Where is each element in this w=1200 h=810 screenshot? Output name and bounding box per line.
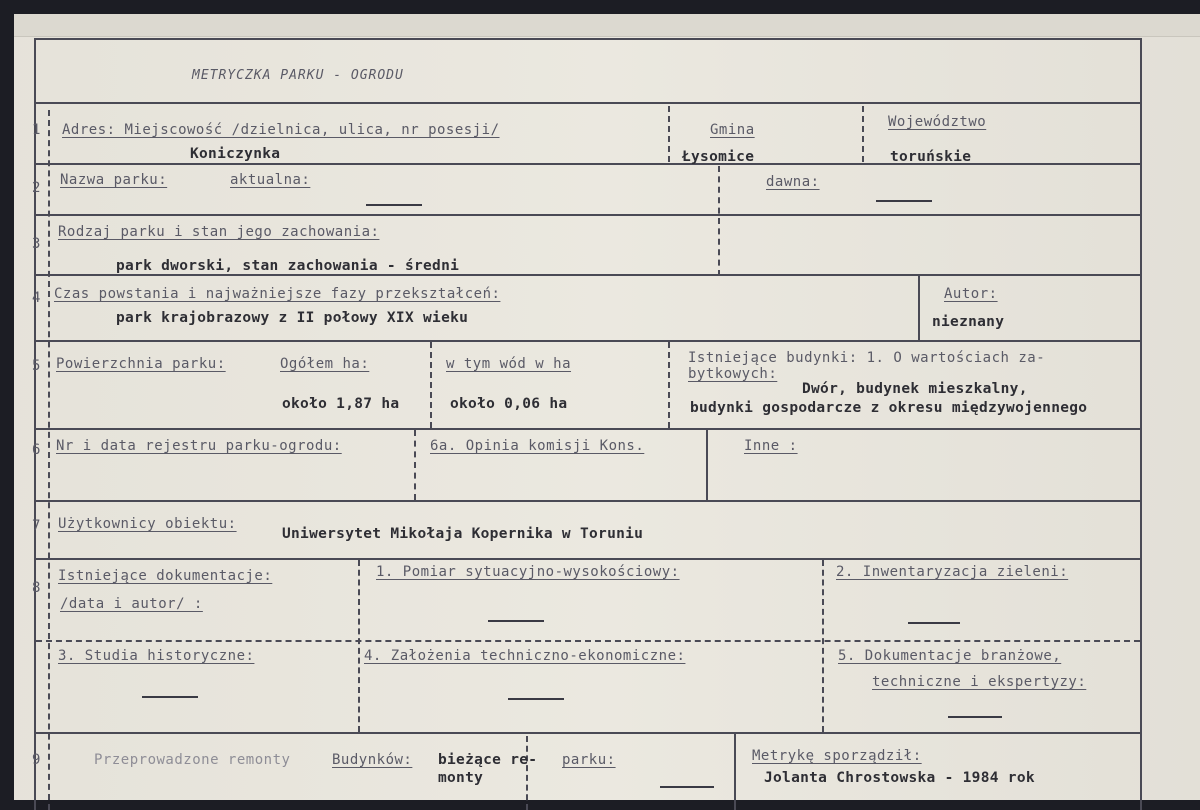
users-label: Użytkownicy obiektu: — [58, 516, 237, 532]
doc-item-greenery: 2. Inwentaryzacja zieleni: — [836, 564, 1069, 580]
sep-opinion-other — [706, 430, 708, 500]
park-type-label: Rodzaj parku i stan jego zachowania: — [58, 224, 380, 240]
repairs-buildings-value-1: bieżące re- — [438, 752, 538, 768]
doc-item-industry-2: techniczne i ekspertyzy: — [872, 674, 1087, 690]
address-label: Adres: Miejscowość /dzielnica, ulica, nr posesji/ — [62, 122, 500, 138]
address-value: Koniczynka — [190, 146, 281, 162]
buildings-value-line1: Dwór, budynek mieszkalny, — [802, 381, 1028, 397]
author-label: Autor: — [944, 286, 998, 302]
gmina-label: Gmina — [710, 122, 755, 138]
divider-row3-top — [36, 214, 1140, 216]
sep-registry-opinion — [414, 430, 416, 500]
row-number-7: 7 — [32, 518, 41, 534]
repairs-park-label: parku: — [562, 752, 616, 768]
sheet-top-edge — [14, 14, 1200, 37]
row-number-8: 8 — [32, 580, 41, 596]
sep-repairs-prepared — [734, 732, 736, 810]
history-value: park krajobrazowy z II połowy XIX wieku — [116, 310, 469, 326]
doc-item-survey: 1. Pomiar sytuacyjno-wysokościowy: — [376, 564, 680, 580]
prepared-by-label: Metrykę sporządził: — [752, 748, 922, 764]
park-name-current-empty — [366, 204, 422, 206]
area-total-label: Ogółem ha: — [280, 356, 370, 372]
park-type-value: park dworski, stan zachowania - średni — [116, 258, 460, 274]
documentation-label-date: /data i autor/ : — [60, 596, 203, 612]
park-name-former-label: dawna: — [766, 174, 820, 190]
sep-water-buildings — [668, 342, 670, 428]
doc-item-history: 3. Studia historyczne: — [58, 648, 255, 664]
area-water-label: w tym wód w ha — [446, 356, 572, 372]
doc-item-survey-empty — [488, 620, 544, 622]
doc-item-industry-empty — [948, 716, 1002, 718]
sep-name-former — [718, 166, 720, 276]
repairs-label: Przeprowadzone remonty — [94, 752, 291, 768]
row-number-6: 6 — [32, 442, 41, 458]
doc-item-technical-empty — [508, 698, 564, 700]
wojewodztwo-value: toruńskie — [890, 149, 972, 165]
documentation-label: Istniejące dokumentacje: — [58, 568, 273, 584]
form-sheet — [14, 14, 1200, 800]
buildings-label-line2: bytkowych: — [688, 366, 778, 382]
sep-author — [918, 274, 920, 340]
doc-item-greenery-empty — [908, 622, 960, 624]
row-number-9: 9 — [32, 752, 41, 768]
sep-doc-col2 — [822, 560, 824, 732]
doc-item-technical: 4. Założenia techniczno-ekonomiczne: — [364, 648, 686, 664]
park-name-label: Nazwa parku: — [60, 172, 168, 188]
sep-address-gmina — [668, 106, 670, 162]
divider-row2-top — [36, 163, 1140, 165]
park-record-form — [34, 38, 1142, 810]
divider-row5-top — [36, 340, 1140, 342]
divider-row8-top — [36, 558, 1140, 560]
repairs-buildings-value-2: monty — [438, 770, 484, 786]
gmina-value: Łysomice — [682, 149, 755, 165]
opinion-label: 6a. Opinia komisji Kons. — [430, 438, 645, 454]
sep-gmina-woj — [862, 106, 864, 162]
park-name-current-label: aktualna: — [230, 172, 311, 188]
other-label: Inne : — [744, 438, 798, 454]
row-number-2: 2 — [32, 180, 41, 196]
left-margin-dashes — [48, 110, 50, 810]
park-name-former-empty — [876, 200, 932, 202]
sep-area-water — [430, 342, 432, 428]
buildings-label-line1: Istniejące budynki: 1. O wartościach za- — [688, 350, 1046, 366]
row-number-4: 4 — [32, 290, 41, 306]
repairs-buildings-label: Budynków: — [332, 752, 413, 768]
divider-row1-top — [36, 102, 1140, 104]
wojewodztwo-label: Województwo — [888, 114, 987, 130]
area-total-value: około 1,87 ha — [282, 396, 400, 412]
divider-row9-top — [36, 732, 1140, 734]
registry-label: Nr i data rejestru parku-ogrodu: — [56, 438, 342, 454]
divider-row6-top — [36, 428, 1140, 430]
sep-repairs-park — [526, 736, 528, 810]
author-value: nieznany — [932, 314, 1005, 330]
area-water-value: około 0,06 ha — [450, 396, 568, 412]
doc-item-history-empty — [142, 696, 198, 698]
row-number-1: 1 — [32, 122, 41, 138]
prepared-by-value: Jolanta Chrostowska - 1984 rok — [764, 770, 1035, 786]
row-number-3: 3 — [32, 236, 41, 252]
area-label: Powierzchnia parku: — [56, 356, 226, 372]
repairs-park-empty — [660, 786, 714, 788]
doc-item-industry-1: 5. Dokumentacje branżowe, — [838, 648, 1062, 664]
users-value: Uniwersytet Mikołaja Kopernika w Toruniu — [282, 526, 644, 542]
form-title: METRYCZKA PARKU - OGRODU — [192, 68, 404, 83]
divider-row8-mid — [36, 640, 1140, 642]
history-label: Czas powstania i najważniejsze fazy przekształceń: — [54, 286, 501, 302]
buildings-value-line2: budynki gospodarcze z okresu międzywojennego — [690, 400, 1088, 416]
row-number-5: 5 — [32, 358, 41, 374]
sep-doc-col1 — [358, 560, 360, 732]
divider-row7-top — [36, 500, 1140, 502]
